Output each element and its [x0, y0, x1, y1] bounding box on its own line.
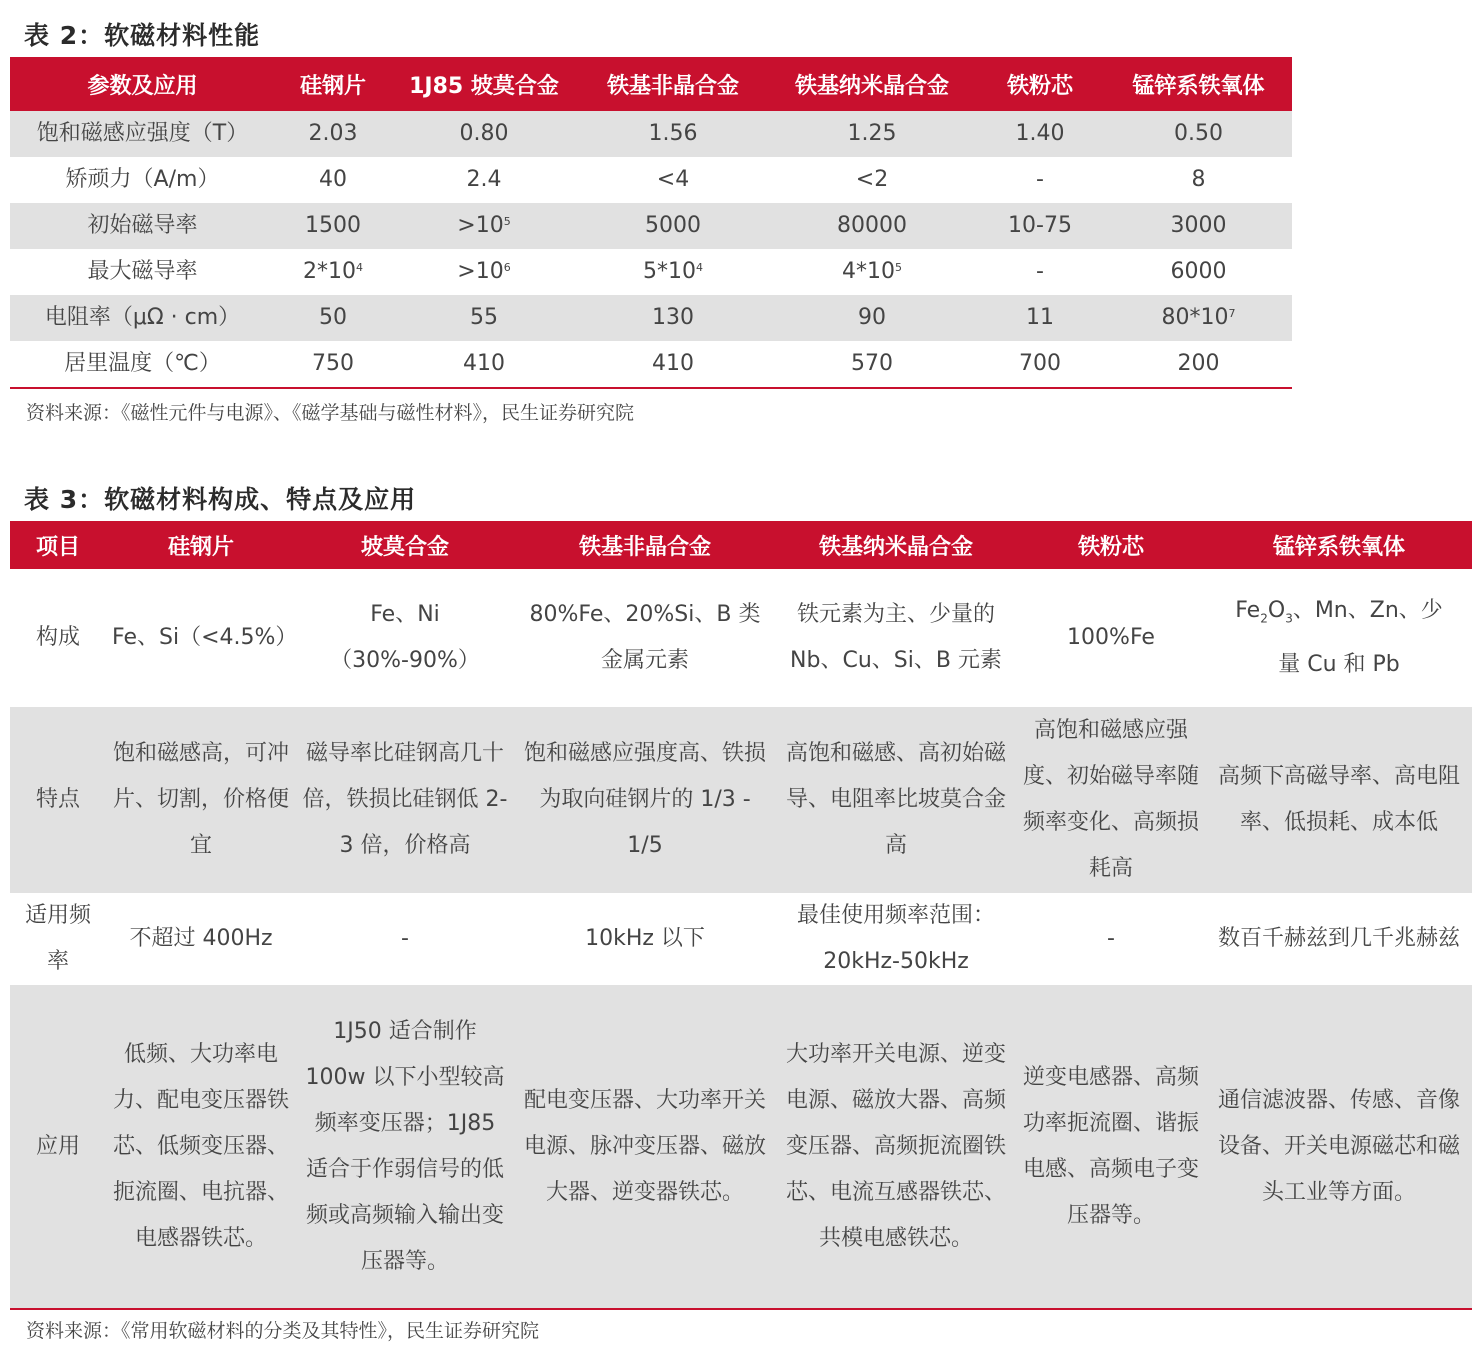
table2 [10, 57, 1292, 389]
table3-header-row [10, 521, 1472, 569]
table3-title: 表 3：软磁材料构成、特点及应用 [24, 485, 417, 514]
table-row [10, 157, 1292, 203]
table-cell: 逆变电感器、高频功率扼流圈、谐振电感、高频电子变压器等。 [1016, 985, 1206, 1309]
table-cell: 铁元素为主、少量的 Nb、Cu、Si、B 元素 [790, 602, 1002, 673]
table-cell: 10kHz 以下 [585, 926, 705, 951]
t3-col-header: 铁粉芯 [1016, 521, 1206, 569]
table-row [10, 707, 1472, 893]
table-cell: 通信滤波器、传感、音像设备、开关电源磁芯和磁头工业等方面。 [1206, 985, 1472, 1309]
t3-col-header: 坡莫合金 [296, 521, 514, 569]
table-cell-power: $80*10^7$ [1105, 295, 1292, 341]
table-cell: 不超过 400Hz [129, 926, 273, 951]
t3-col-header: 锰锌系铁氧体 [1206, 521, 1472, 569]
table-cell: 5000 [577, 203, 769, 249]
table-cell: 1.25 [769, 111, 975, 157]
table-cell: - [1036, 259, 1044, 284]
table3-source: 资料来源：《常用软磁材料的分类及其特性》，民生证券研究院 [26, 1320, 540, 1342]
table-cell: 1J50 适合制作 100w 以下小型较高频率变压器；1J85 适合于作弱信号的低频或高频输入输出变压器等。 [296, 985, 514, 1309]
t3-col-header: 项目 [10, 521, 106, 569]
table-cell: Fe、Si（<4.5%） [112, 625, 298, 650]
table-cell: 80000 [769, 203, 975, 249]
row-label: 应用 [10, 985, 106, 1309]
table2-title: 表 2：软磁材料性能 [24, 21, 261, 50]
table-cell: 配电变压器、大功率开关电源、脉冲变压器、磁放大器、逆变器铁芯。 [514, 985, 776, 1309]
t2-col-header: 参数及应用 [10, 57, 275, 111]
table-cell: 10-75 [975, 203, 1105, 249]
table-row [10, 249, 1292, 295]
table-cell: 高饱和磁感应强度、初始磁导率随频率变化、高频损耗高 [1016, 707, 1206, 893]
table-cell: 55 [391, 295, 577, 341]
row-label: 特点 [10, 707, 106, 893]
row-label: 最大磁导率 [87, 259, 198, 284]
table-cell: 高饱和磁感、高初始磁导、电阻率比坡莫合金高 [776, 707, 1016, 893]
table-row [10, 893, 1472, 985]
table-cell: 410 [463, 351, 505, 376]
table-cell: - [401, 926, 409, 951]
t3-col-header: 硅钢片 [106, 521, 296, 569]
t2-col-header: 1J85 坡莫合金 [391, 57, 577, 111]
table-row [10, 341, 1292, 388]
table-cell: 磁导率比硅钢高几十倍，铁损比硅钢低 2-3 倍，价格高 [296, 707, 514, 893]
table-cell: <4 [656, 167, 690, 192]
table3 [10, 521, 1472, 1310]
t2-col-header: 铁基纳米晶合金 [769, 57, 975, 111]
t2-col-header: 铁基非晶合金 [577, 57, 769, 111]
table-cell: 1.56 [577, 111, 769, 157]
t2-col-header: 铁粉芯 [975, 57, 1105, 111]
table-cell: 大功率开关电源、逆变电源、磁放大器、高频变压器、高频扼流圈铁芯、电流互感器铁芯、共模电感铁芯。 [776, 985, 1016, 1309]
table-cell: 0.50 [1105, 111, 1292, 157]
table-cell: 80%Fe、20%Si、B 类金属元素 [529, 602, 761, 673]
table-cell-power: $>10^6$ [457, 259, 511, 284]
table-cell-formula: $Fe_2O_3$、Mn、Zn、少 量 Cu 和 Pb [1235, 598, 1443, 677]
table-cell: - [1036, 167, 1044, 192]
table-cell: 1500 [275, 203, 391, 249]
row-label: 初始磁导率 [10, 203, 275, 249]
table-cell: 2.03 [275, 111, 391, 157]
table-cell: 饱和磁感应强度高、铁损为取向硅钢片的 1/3 - 1/5 [514, 707, 776, 893]
row-label: 电阻率（μΩ · cm） [10, 295, 275, 341]
table-cell: 高频下高磁导率、高电阻率、低损耗、成本低 [1206, 707, 1472, 893]
t2-col-header: 锰锌系铁氧体 [1105, 57, 1292, 111]
table-cell: 50 [275, 295, 391, 341]
table-row [10, 985, 1472, 1309]
table-row [10, 569, 1472, 707]
table-cell: 570 [851, 351, 893, 376]
table-cell: 750 [312, 351, 354, 376]
table-cell: 3000 [1105, 203, 1292, 249]
table-cell: 低频、大功率电力、配电变压器铁芯、低频变压器、扼流圈、电抗器、电感器铁芯。 [106, 985, 296, 1309]
row-label: 构成 [35, 625, 80, 650]
table-cell: 1.40 [975, 111, 1105, 157]
table-cell: 130 [577, 295, 769, 341]
table2-source: 资料来源：《磁性元件与电源》、《磁学基础与磁性材料》，民生证券研究院 [26, 402, 635, 424]
table-cell-power: $>10^5$ [391, 203, 577, 249]
table-cell-power: $5*10^4$ [643, 259, 703, 284]
table-cell: 6000 [1170, 259, 1227, 284]
table-cell: 90 [769, 295, 975, 341]
table-cell: 数百千赫兹到几千兆赫兹 [1217, 926, 1460, 951]
table-cell: 8 [1191, 167, 1206, 192]
row-label: 适用频率 [24, 903, 91, 974]
row-label: 矫顽力（A/m） [65, 167, 220, 192]
t3-col-header: 铁基非晶合金 [514, 521, 776, 569]
table-row [10, 203, 1292, 249]
table-cell-power: $4*10^5$ [842, 259, 902, 284]
table-cell: 2.4 [466, 167, 502, 192]
table-cell: 200 [1177, 351, 1220, 376]
table-cell: 0.80 [391, 111, 577, 157]
table2-header-row [10, 57, 1292, 111]
table-cell: 11 [975, 295, 1105, 341]
table-cell-power: $2*10^4$ [303, 259, 363, 284]
t2-col-header: 硅钢片 [275, 57, 391, 111]
table-row [10, 295, 1292, 341]
row-label: 饱和磁感应强度（T） [10, 111, 275, 157]
table-cell: - [1107, 926, 1115, 951]
table-cell: <2 [855, 167, 889, 192]
t3-col-header: 铁基纳米晶合金 [776, 521, 1016, 569]
table-cell: 40 [319, 167, 347, 192]
row-label: 居里温度（℃） [64, 351, 221, 376]
table-cell: 最佳使用频率范围：20kHz-50kHz [796, 903, 995, 974]
table-cell: 100%Fe [1067, 625, 1155, 650]
table-cell: 700 [1019, 351, 1061, 376]
table-cell: 410 [652, 351, 694, 376]
table-row [10, 111, 1292, 157]
table-cell: Fe、Ni（30%-90%） [330, 602, 480, 673]
table-cell: 饱和磁感高，可冲片、切割，价格便宜 [106, 707, 296, 893]
